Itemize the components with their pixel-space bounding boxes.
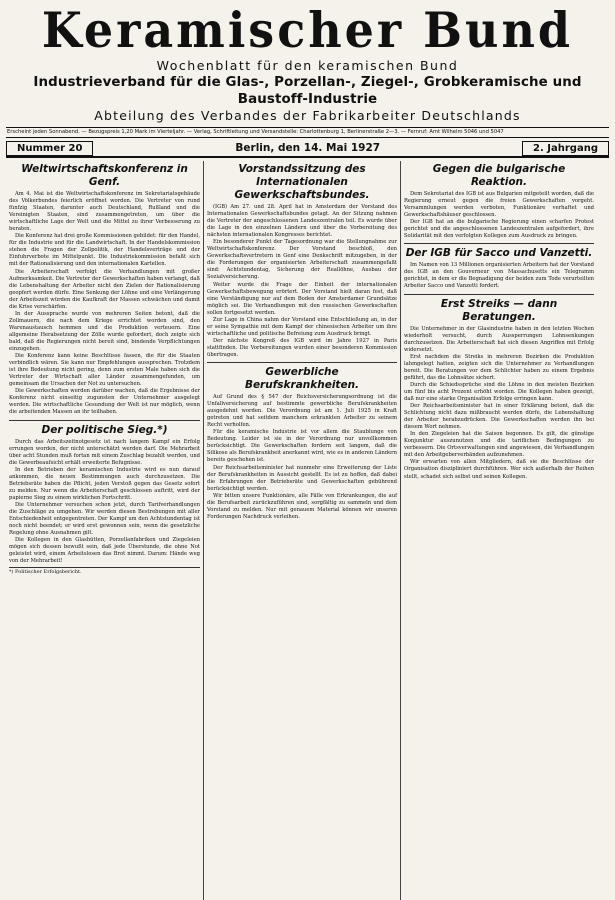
article-paragraph: Die Konferenz hat drei große Kommissionen gebildet: für den Handel, für die Industrie und für die Landwirtschaft. In der Handelskommission stehen die Fragen der Zollpolitik, der Handelsverträge und der Einfuhrverbote im Mittelpunkt. Die Industriekommission befaßt sich mit der Rationalisierung und den internationalen Kartellen. <box>9 233 200 268</box>
issue-date: Berlin, den 14. Mai 1927 <box>235 142 381 154</box>
article-paragraph: Auf Grund des § 547 der Reichsversicherungsordnung ist die Unfallversicherung auf bestimmte gewerbliche Berufskrankheiten ausgedehnt worden. Die Verordnung ist am 1. Juli 1925 in Kraft getreten und hat seitdem manchem erkrankten Arbeiter zu seinem Recht verholfen. <box>207 394 397 429</box>
article-igb-vorstandssitzung <box>207 163 397 359</box>
date-bar <box>6 140 609 158</box>
article-paragraph: Am 4. Mai ist die Weltwirtschaftskonferenz im Sekretariatsgebäude des Völkerbundes feierlich eröffnet worden. Die Vertreter von rund fünfzig Staaten, darunter auch Deutschland, Rußland und die Vereinigten Staaten, sind zusammengetreten, um über die wirtschaftliche Lage der Welt und die Mittel zu ihrer Verbesserung zu beraten. <box>9 191 200 233</box>
article-paragraph: Ein besonderer Punkt der Tagesordnung war die Stellungnahme zur Weltwirtschaftskonferenz. Der Vorstand beschloß, den Gewerkschaftsvertretern in Genf eine Denkschrift mitzugeben, in der die Forderungen der organisierten Arbeiterschaft zusammengefaßt sind: Achtstundentag, Sicherung der Reallöhne, Ausbau der Sozialversicherung. <box>207 239 397 281</box>
subtitle-weekly: Wochenblatt für den keramischen Bund <box>156 58 459 73</box>
article-paragraph: Für die keramische Industrie ist vor allem die Staublunge von Bedeutung. Leider ist sie in der Verordnung nur unvollkommen berücksichtigt. Die Gewerkschaften fordern seit langem, daß die Silikose als Berufskrankheit anerkannt wird, wie es in anderen Ländern bereits geschehen ist. <box>207 429 397 464</box>
article-politischer-sieg <box>9 424 200 576</box>
issue-number: Nummer 20 <box>6 141 93 156</box>
article-columns <box>6 161 609 900</box>
article-heading: Weltwirtschaftskonferenz in Genf. <box>21 163 188 188</box>
article-heading: Der IGB für Sacco und Vanzetti. <box>405 247 593 260</box>
subtitle-department: Abteilung des Verbandes der Fabrikarbeiter Deutschlands <box>94 108 521 123</box>
divider <box>207 362 397 363</box>
divider <box>9 420 200 421</box>
article-heading: Vorstandssitzung des Internationalen Gewerkschaftsbundes. <box>234 163 370 201</box>
article-paragraph: Der nächste Kongreß des IGB wird im Jahre 1927 in Paris stattfinden. Die Vorbereitungen wurden einer besonderen Kommission übertragen. <box>207 337 397 358</box>
article-paragraph: In der Aussprache wurde von mehreren Seiten betont, daß die Zollmauern, die nach dem Kriege errichtet worden sind, den Warenaustausch hemmen und die Produktion verteuern. Eine allgemeine Herabsetzung der Zölle wurde gefordert, doch zeigte sich bald, daß die Regierungen nicht bereit sind, bindende Verpflichtungen einzugehen. <box>9 310 200 353</box>
article-paragraph: Wir bitten unsere Funktionäre, alle Fälle von Erkrankungen, die auf die Berufsarbeit zurückzuführen sind, sorgfältig zu sammeln und dem Vorstand zu melden. Nur mit genauem Material können wir unseren Forderungen Nachdruck verleihen. <box>207 492 397 520</box>
article-paragraph: Die Arbeiterschaft verfolgt die Verhandlungen mit großer Aufmerksamkeit. Die Vertreter der Gewerkschaften haben verlangt, daß die Lebenshaltung der Arbeiter nicht den Zielen der Rationalisierung geopfert werden dürfe. Eine Senkung der Löhne und eine Verlängerung der Arbeitszeit würden die Kaufkraft der Massen schwächen und damit die Krise verschärfen. <box>9 268 200 310</box>
article-paragraph: Zur Lage in China nahm der Vorstand eine Entschließung an, in der er seine Sympathie mit dem Kampf der chinesischen Arbeiter um ihre wirtschaftliche und politische Befreiung zum Ausdruck bringt. <box>207 316 397 337</box>
article-paragraph: Die Gewerkschaften werden darüber wachen, daß die Ergebnisse der Konferenz nicht einseitig zugunsten der Unternehmer ausgelegt werden. Die wirtschaftliche Gesundung der Welt ist nur möglich, wenn die arbeitenden Massen an ihr teilhaben. <box>9 388 200 416</box>
newspaper-title: Keramischer Bund <box>41 1 574 59</box>
article-paragraph: Wir erwarten von allen Mitgliedern, daß sie die Beschlüsse der Organisation diszipliniert durchführen. Wer sich außerhalb der Reihen stellt, schadet sich selbst und seinen Kollegen. <box>404 459 594 480</box>
masthead <box>6 1 609 124</box>
article-weltwirtschaftskonferenz <box>9 163 200 417</box>
subtitle-industry-union: Industrieverband für die Glas-, Porzellan-, Ziegel-, Grobkeramische und Baustoff-Industrie <box>33 75 582 107</box>
publication-info-bar: Erscheint jeden Sonnabend. — Bezugspreis 1,20 Mark im Vierteljahr. — Verlag, Schriftleitung und Versandstelle: Charlottenburg 1, Berlinerstraße 2—3. — Fernruf: Amt Wilhelm 5046 und 5047 <box>6 127 609 138</box>
article-paragraph: Im Namen von 13 Millionen organisierten Arbeitern hat der Vorstand des IGB an den Gouverneur von Massachusetts ein Telegramm gerichtet, in dem er die Begnadigung der beiden zum Tode verurteilten Arbeiter Sacco und Vanzetti fordert. <box>404 262 594 290</box>
article-paragraph: Der Reichsarbeitsminister hat nunmehr eine Erweiterung der Liste der Berufskrankheiten in Aussicht gestellt. Es ist zu hoffen, daß dabei die Erfahrungen der Betriebsräte und Gewerkschaften gebührend berücksichtigt werden. <box>207 464 397 492</box>
article-sacco-vanzetti <box>404 247 594 290</box>
column-2 <box>203 161 400 900</box>
article-paragraph: Die Kollegen in den Glashütten, Porzellanfabriken und Ziegeleien mögen sich dessen bewußt sein, daß jede Überstunde, die ohne Not geleistet wird, einem Arbeitslosen das Brot nimmt. Darum: Hände weg von der Mehrarbeit! <box>9 537 200 565</box>
article-paragraph: In den Ziegeleien hat die Saison begonnen. Es gilt, die günstige Konjunktur auszunutzen und die tariflichen Bedingungen zu verbessern. Die Ortsverwaltungen sind angewiesen, die Verhandlungen mit den Arbeitgeberverbänden aufzunehmen. <box>404 431 594 459</box>
footnote: *) Politischer Erfolgsbericht. <box>9 567 200 575</box>
volume-year: 2. Jahrgang <box>522 141 609 156</box>
article-paragraph: Erst nachdem die Streiks in mehreren Bezirken die Produktion lahmgelegt hatten, zeigten sich die Unternehmer zu Verhandlungen bereit. Die Beratungen vor dem Schlichter haben zu einem Ergebnis geführt, das die Lohnsätze sichert. <box>404 353 594 381</box>
article-paragraph: (IGB) Am 27. und 28. April hat in Amsterdam der Vorstand des Internationalen Gewerkschaftsbundes getagt. An der Sitzung nahmen die Vertreter der angeschlossenen Landeszentralen teil. Es wurde über die Lage in den einzelnen Ländern und über die Vorbereitung des nächsten internationalen Kongresses berichtet. <box>207 204 397 239</box>
article-heading: Erst Streiks — dann Beratungen. <box>440 297 558 323</box>
article-paragraph: In den Betrieben der keramischen Industrie wird es nun darauf ankommen, die neuen Bestimmungen auch durchzusetzen. Die Betriebsräte haben die Pflicht, jeden Verstoß gegen das Gesetz sofort zu melden. Nur wenn die Arbeiterschaft geschlossen auftritt, wird der papierne Sieg zu einem wirklichen Fortschritt. <box>9 466 200 501</box>
article-heading: Der politische Sieg.*) <box>41 423 168 436</box>
column-1 <box>6 161 203 900</box>
article-paragraph: Die Unternehmer in der Glasindustrie haben in den letzten Wochen wiederholt versucht, durch Aussperrungen Lohnsenkungen durchzusetzen. Die Arbeiterschaft hat sich diesen Angriffen mit Erfolg widersetzt. <box>404 325 594 353</box>
article-paragraph: Der IGB hat an die bulgarische Regierung einen scharfen Protest gerichtet und die angeschlossenen Landeszentralen aufgefordert, ihre Solidarität mit den verfolgten Kollegen zum Ausdruck zu bringen. <box>404 219 594 240</box>
article-paragraph: Dem Sekretariat des IGB ist aus Bulgarien mitgeteilt worden, daß die Regierung erneut gegen die freien Gewerkschaften vorgeht. Versammlungen werden verboten, Funktionäre verhaftet und Gewerkschaftshäuser geschlossen. <box>404 191 594 219</box>
column-3 <box>400 161 597 900</box>
divider <box>404 294 594 295</box>
article-streiks-beratungen <box>404 298 594 481</box>
article-berufskrankheiten <box>207 366 397 521</box>
article-bulgarische-reaktion <box>404 163 594 240</box>
article-paragraph: Die Unternehmer versuchen schon jetzt, durch Tarifverhandlungen die Zuschläge zu umgehen. Wir werden diesen Bestrebungen mit aller Entschiedenheit entgegentreten. Der Kampf um den Achtstundentag ist noch nicht beendet; er wird erst gewonnen sein, wenn die gesetzliche Regelung ohne Ausnahmen gilt. <box>9 501 200 537</box>
divider <box>404 243 594 244</box>
article-paragraph: Durch das Arbeitszeitnotgesetz ist nach langem Kampf ein Erfolg errungen worden, der nicht unterschätzt werden darf. Die Mehrarbeit über acht Stunden muß fortan mit einem Zuschlag bezahlt werden, und die Gewerbeaufsicht erhält erweiterte Befugnisse. <box>9 438 200 466</box>
article-heading: Gewerbliche Berufskrankheiten. <box>244 366 360 392</box>
article-paragraph: Die Konferenz kann keine Beschlüsse fassen, die für die Staaten verbindlich wären. Sie kann nur Empfehlungen aussprechen. Trotzdem ist ihre Bedeutung nicht gering, denn zum ersten Male haben sich die Vertreter der Wirtschaft aller Länder zusammengefunden, um gemeinsam die Ursachen der Not zu untersuchen. <box>9 353 200 388</box>
article-paragraph: Der Reichsarbeitsminister hat in einer Erklärung betont, daß die Schlichtung nicht dazu mißbraucht werden dürfe, die Lebenshaltung der Arbeiter herabzudrücken. Die Gewerkschaften werden ihn bei diesem Wort nehmen. <box>404 403 594 431</box>
article-paragraph: Durch die Schiedssprüche sind die Löhne in den meisten Bezirken um fünf bis acht Prozent erhöht worden. Die Kollegen haben gezeigt, daß nur eine starke Organisation Erfolge erringen kann. <box>404 381 594 402</box>
article-heading: Gegen die bulgarische Reaktion. <box>432 163 566 188</box>
article-paragraph: Weiter wurde die Frage der Einheit der internationalen Gewerkschaftsbewegung erörtert. Der Vorstand hielt daran fest, daß eine Verständigung nur auf dem Boden der Amsterdamer Grundsätze möglich sei. Die Verhandlungen mit den russischen Gewerkschaften sollen fortgesetzt werden. <box>207 281 397 316</box>
